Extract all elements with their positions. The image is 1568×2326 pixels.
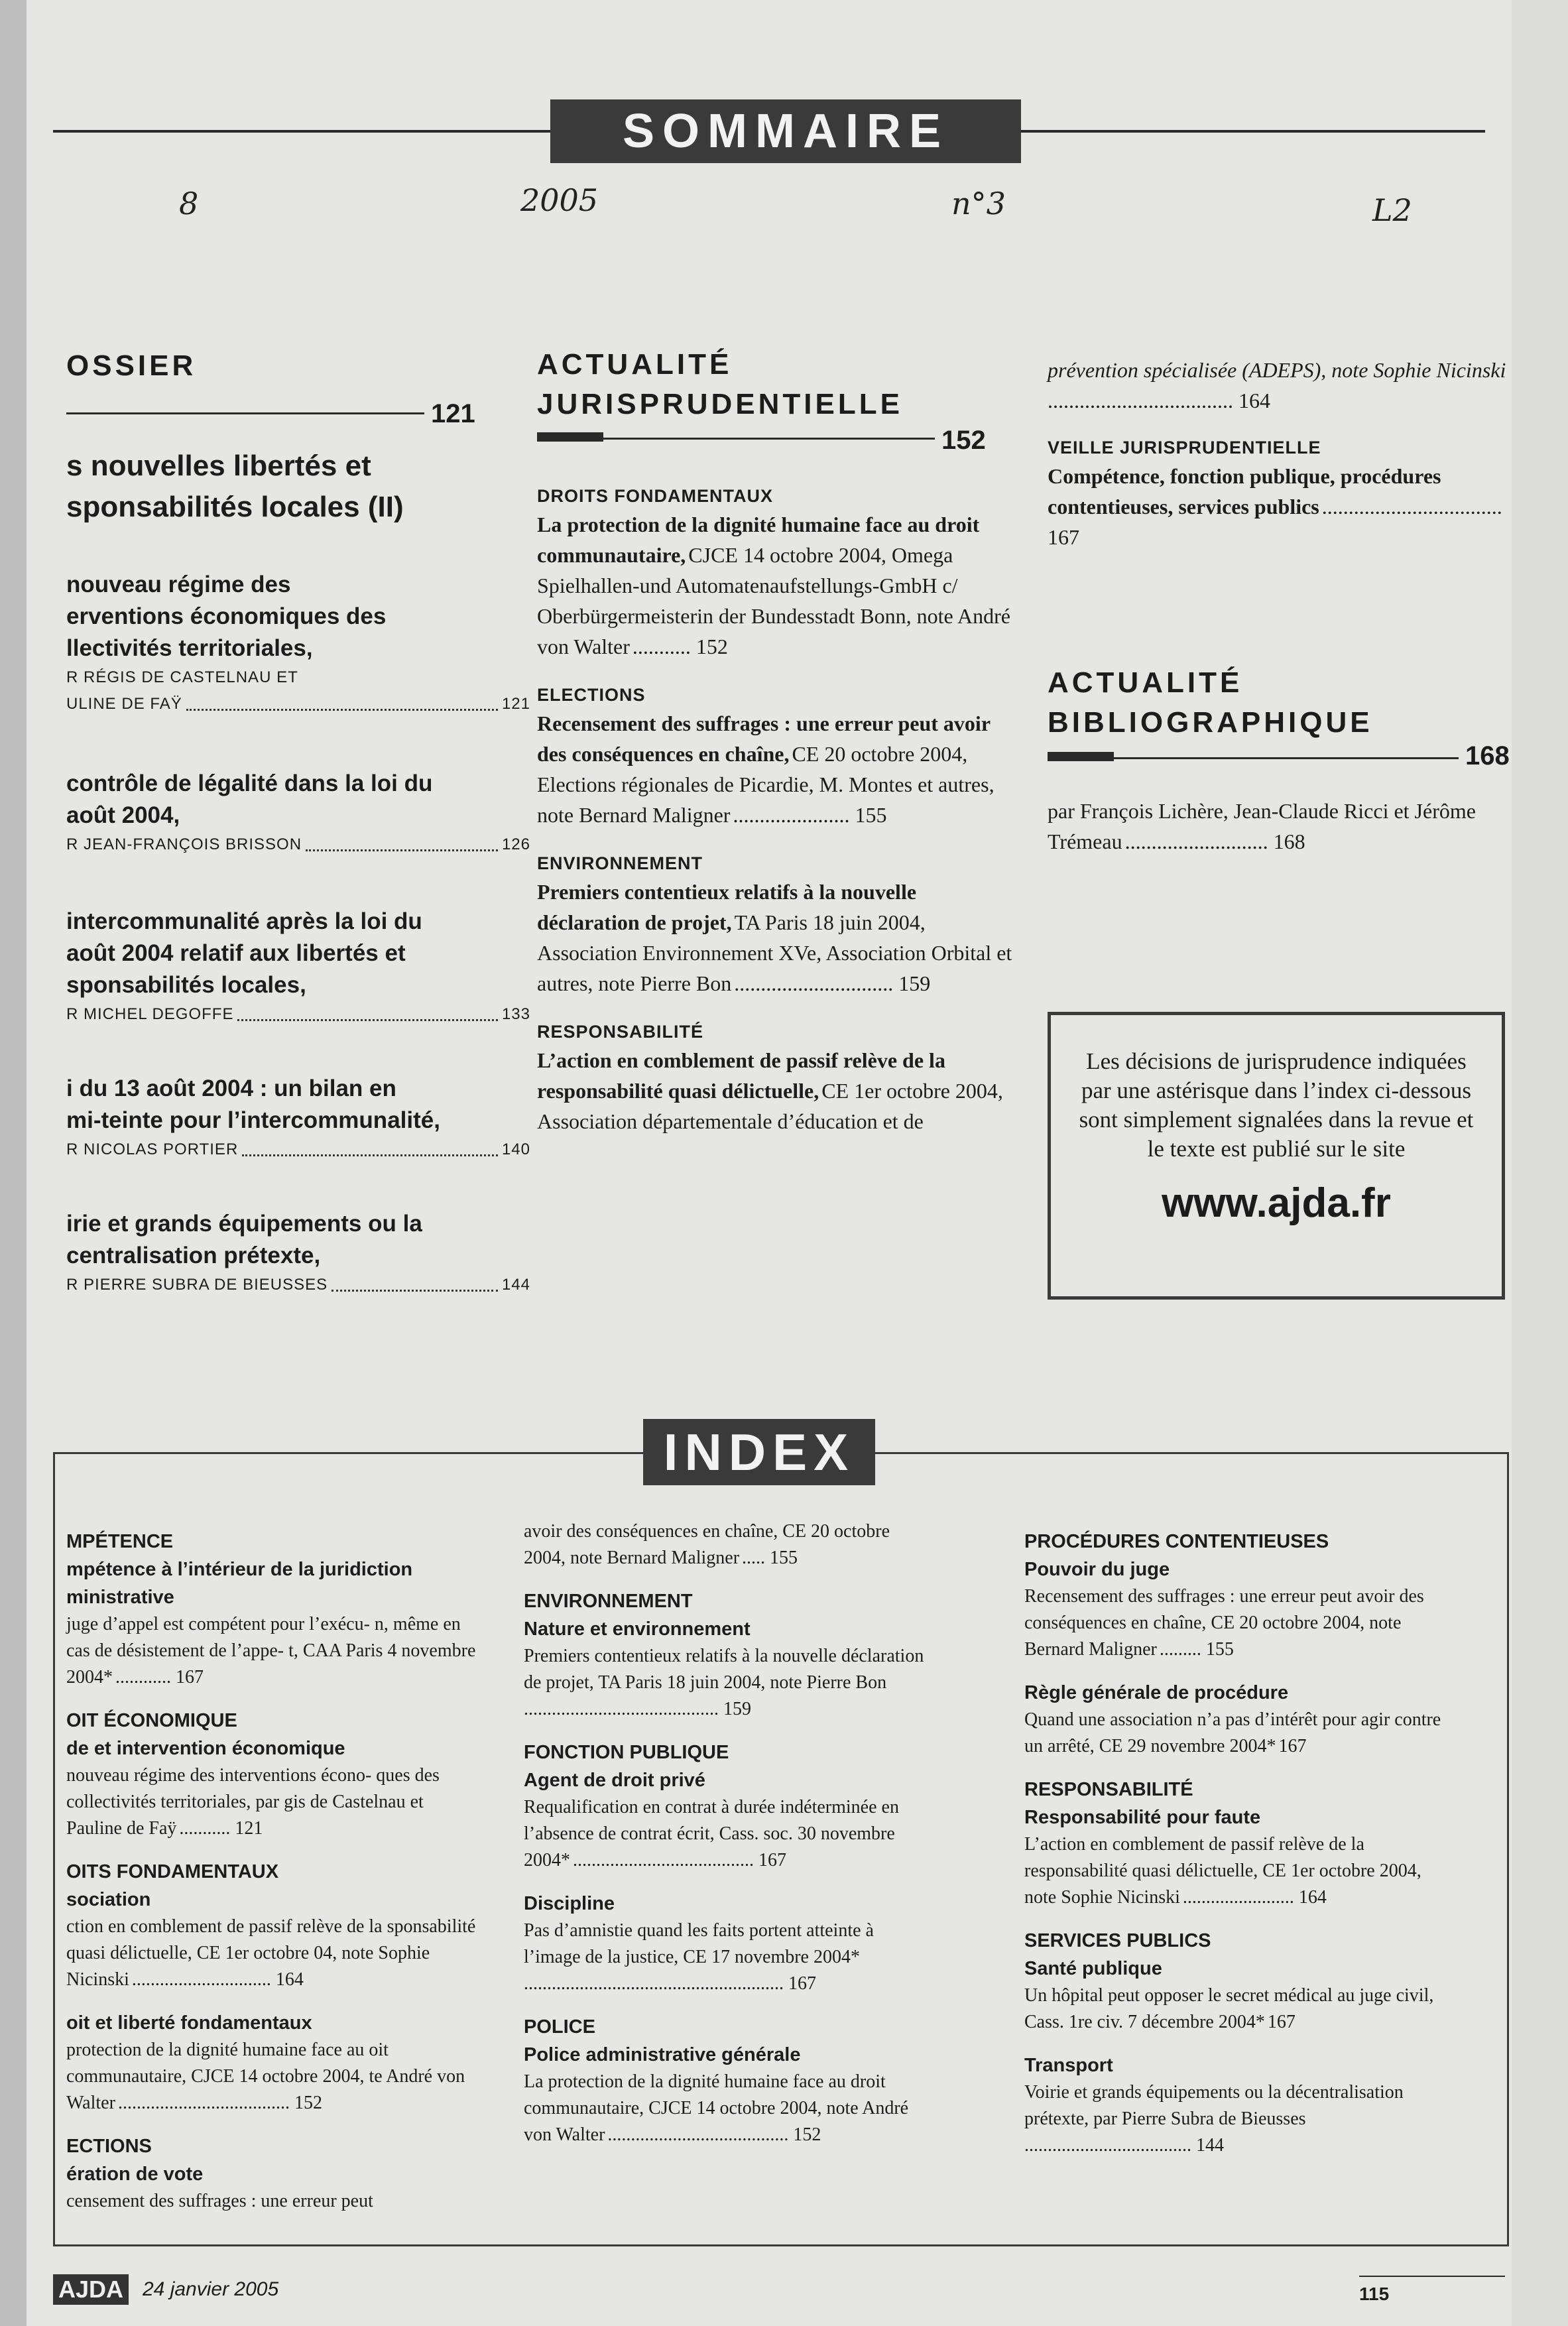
juris-entry-title: Recensement des suffrages : une erreur peut avoir des conséquences en chaîne, <box>537 711 991 766</box>
dossier-item-title: centralisation prétexte, <box>66 1243 321 1268</box>
index-text: Recensement des suffrages : une erreur peut avoir des conséquences en chaîne, CE 20 octobre 2004, note Bernard Maligner <box>1024 1586 1424 1660</box>
dossier-item-page: 133 <box>501 1005 530 1023</box>
juris-continued-text: prévention spécialisée (ADEPS), note Sophie Nicinski <box>1048 358 1506 382</box>
index-subcategory: ération de vote <box>66 2164 204 2185</box>
dossier-item-author-text: R MICHEL DEGOFFE <box>66 1005 234 1023</box>
juris-entry-category: ENVIRONNEMENT <box>537 853 703 873</box>
dossier-item-author-text: ULINE DE FAŸ <box>66 695 182 713</box>
notice-box <box>1048 1012 1505 1300</box>
leader-dots: .............................. <box>131 1969 276 1990</box>
index-category: MPÉTENCE <box>66 1531 174 1552</box>
biblio-heading-line-1: ACTUALITÉ <box>1048 666 1243 699</box>
index-entry[interactable] <box>1024 2051 1449 2159</box>
index-page: 167 <box>788 1973 816 1994</box>
leader-dots: ....................................... <box>607 2124 794 2145</box>
dossier-item-title: erventions économiques des <box>66 603 387 629</box>
index-page: 121 <box>235 1818 263 1839</box>
index-page: 167 <box>758 1850 786 1870</box>
dossier-item[interactable] <box>66 1073 530 1163</box>
juris-entry-page: 152 <box>695 635 728 658</box>
binding-edge <box>0 0 27 2326</box>
dossier-item-title: irie et grands équipements ou la <box>66 1211 422 1237</box>
dossier-item-author <box>66 1001 530 1028</box>
juris-entries <box>537 483 1014 1156</box>
index-page: 144 <box>1196 2135 1224 2156</box>
leader-dots: .................................... <box>1024 2135 1196 2156</box>
leader-dots: ............ <box>115 1667 176 1687</box>
handwritten-number: 8 <box>179 186 199 221</box>
biblio-rule <box>1114 757 1459 759</box>
juris-page: 152 <box>941 426 986 455</box>
index-text: nouveau régime des interventions écono- ques des collectivités territoriales, par gis de Castelnau et Pauline de Faÿ <box>66 1765 440 1839</box>
biblio-text-page: 168 <box>1273 829 1305 853</box>
index-entry[interactable] <box>524 1518 935 1571</box>
juris-heading-line-1: ACTUALITÉ <box>537 348 733 381</box>
dossier-item-title: mi-teinte pour l’intercommunalité, <box>66 1107 440 1133</box>
dossier-item-author-text: R RÉGIS DE CASTELNAU ET <box>66 668 298 686</box>
index-entry[interactable] <box>1024 1776 1449 1911</box>
dossier-item[interactable] <box>66 906 530 1028</box>
dossier-title-line-1: s nouvelles libertés et <box>66 450 371 482</box>
index-column-1 <box>66 1512 477 2215</box>
index-category: RESPONSABILITÉ <box>1024 1779 1193 1800</box>
index-text: Premiers contentieux relatifs à la nouvelle déclaration de projet, TA Paris 18 juin 2004, note Pierre Bon <box>524 1646 924 1693</box>
index-text: La protection de la dignité humaine face au droit communautaire, CJCE 14 octobre 2004, note André von Walter <box>524 2071 909 2145</box>
dossier-item-author-text: R NICOLAS PORTIER <box>66 1140 239 1158</box>
index-entry[interactable] <box>1024 1927 1449 2036</box>
index-page: 155 <box>770 1548 798 1568</box>
index-text: ction en comblement de passif relève de la sponsabilité quasi délictuelle, CE 1er octobre 04, note Sophie Nicinski <box>66 1916 476 1990</box>
juris-heading-line-2: JURISPRUDENTIELLE <box>537 388 903 420</box>
index-page: 152 <box>793 2124 821 2145</box>
dossier-item[interactable] <box>66 768 530 858</box>
biblio-heading <box>1048 663 1373 743</box>
dossier-item-title: août 2004, <box>66 802 180 828</box>
dossier-item-page: 144 <box>501 1276 530 1294</box>
dossier-item-title: nouveau régime des <box>66 572 291 597</box>
issue-date: 24 janvier 2005 <box>143 2278 279 2300</box>
dossier-item-title: contrôle de légalité dans la loi du <box>66 770 433 796</box>
index-column-3 <box>1024 1512 1449 2159</box>
dossier-item-title: sponsabilités locales, <box>66 972 306 998</box>
handwritten-code: L2 <box>1372 192 1412 228</box>
handwritten-year: 2005 <box>520 182 599 218</box>
index-entry[interactable] <box>66 1528 477 1691</box>
leader-dots: .................................. <box>1321 495 1502 519</box>
index-text: Voirie et grands équipements ou la décentralisation prétexte, par Pierre Subra de Bieusses <box>1024 2082 1404 2129</box>
index-text: juge d’appel est compétent pour l’exécu- n, même en cas de désistement de l’appe- t, CAA Paris 4 novembre 2004* <box>66 1614 476 1687</box>
index-subcategory: Santé publique <box>1024 1958 1162 1979</box>
index-subcategory: Transport <box>1024 2055 1113 2076</box>
index-page: 167 <box>1278 1736 1307 1756</box>
leader-dots <box>332 1272 498 1292</box>
dossier-item-title: intercommunalité après la loi du <box>66 908 422 934</box>
index-entry[interactable] <box>66 1707 477 1842</box>
right-column <box>1048 355 1525 552</box>
juris-continued[interactable] <box>1048 355 1525 416</box>
index-entry[interactable] <box>66 2132 477 2215</box>
leader-dots <box>186 691 498 711</box>
juris-continued-page: 164 <box>1238 389 1270 412</box>
leader-dots <box>242 1136 498 1156</box>
index-column-2 <box>524 1518 935 2148</box>
journal-logo: AJDA <box>53 2274 129 2305</box>
index-subcategory: Règle générale de procédure <box>1024 1682 1289 1703</box>
juris-entry-page: 155 <box>855 803 887 827</box>
leader-dots: ...................... <box>733 803 855 827</box>
leader-dots <box>237 1001 497 1021</box>
juris-rule-block <box>537 432 603 442</box>
index-subcategory: Responsabilité pour faute <box>1024 1807 1261 1828</box>
leader-dots <box>306 831 498 851</box>
dossier-item-title: août 2004 relatif aux libertés et <box>66 940 406 966</box>
juris-entry[interactable] <box>537 850 1014 999</box>
index-page: 164 <box>275 1969 304 1990</box>
juris-entry[interactable] <box>537 483 1014 662</box>
dossier-item-author <box>66 1136 530 1163</box>
index-category: OITS FONDAMENTAUX <box>66 1861 279 1882</box>
index-category: SERVICES PUBLICS <box>1024 1930 1211 1951</box>
index-subcategory: sociation <box>66 1889 151 1910</box>
veille-category: VEILLE JURISPRUDENTIELLE <box>1048 438 1321 458</box>
juris-entry-category: ELECTIONS <box>537 685 646 705</box>
dossier-rule <box>66 412 424 414</box>
index-entry[interactable] <box>66 1858 477 1993</box>
biblio-page: 168 <box>1465 741 1510 770</box>
masthead-rule-right <box>1021 130 1485 133</box>
index-category: OIT ÉCONOMIQUE <box>66 1710 237 1731</box>
dossier-heading: OSSIER <box>66 349 197 382</box>
juris-entry-page: 159 <box>898 971 931 995</box>
veille-title: Compétence, fonction publique, procédures contentieuses, services publics <box>1048 464 1441 519</box>
juris-entry-text: TA Paris 18 juin 2004, Association Environnement XVe, Association Orbital et autres, note Pierre Bon <box>537 910 1012 995</box>
notice-text: Les décisions de jurisprudence indiquées par une astérisque dans l’index ci-dessous sont simplement signalées dans la revue et le texte est publié sur le site <box>1079 1048 1474 1162</box>
masthead-rule-left <box>53 130 577 133</box>
juris-heading <box>537 345 903 424</box>
biblio-heading-line-2: BIBLIOGRAPHIQUE <box>1048 706 1373 739</box>
index-page: 152 <box>294 2093 322 2113</box>
index-page: 155 <box>1205 1639 1234 1660</box>
leader-dots: ........................ <box>1182 1887 1299 1908</box>
index-text: protection de la dignité humaine face au oit communautaire, CJCE 14 octobre 2004, te André von Walter <box>66 2040 465 2113</box>
leader-dots: ..................................... <box>117 2093 294 2113</box>
juris-entry-title: L’action en comblement de passif relève de la responsabilité quasi délictuelle, <box>537 1048 945 1103</box>
index-category: ECTIONS <box>66 2136 152 2157</box>
index-subcategory: Pouvoir du juge <box>1024 1559 1170 1580</box>
dossier-item-page: 126 <box>501 835 530 853</box>
leader-dots: ....................................... <box>573 1850 758 1870</box>
dossier-item[interactable] <box>66 1208 530 1298</box>
leader-dots: .............................. <box>734 971 899 995</box>
index-text: Quand une association n’a pas d’intérêt pour agir contre un arrêté, CE 29 novembre 2004* <box>1024 1709 1441 1756</box>
dossier-page: 121 <box>431 399 475 428</box>
biblio-entry[interactable] <box>1048 796 1512 857</box>
biblio-text: par François Lichère, Jean-Claude Ricci et Jérôme Trémeau <box>1048 799 1476 853</box>
dossier-item-page: 121 <box>501 695 530 713</box>
juris-entry-title: La protection de la dignité humaine face au droit communautaire, <box>537 513 980 567</box>
index-title: INDEX <box>643 1419 875 1485</box>
dossier-item-author-text: R JEAN-FRANÇOIS BRISSON <box>66 835 302 853</box>
masthead-title: SOMMAIRE <box>550 99 1021 163</box>
leader-dots: ........... <box>632 635 696 658</box>
dossier-title <box>66 446 544 528</box>
index-page: 159 <box>723 1699 751 1719</box>
index-subcategory: Agent de droit privé <box>524 1770 705 1791</box>
index-entry[interactable] <box>524 2013 935 2148</box>
leader-dots: ..... <box>742 1548 770 1568</box>
juris-entry-text: CE 20 octobre 2004, Elections régionales de Picardie, M. Montes et autres, note Bernard Maligner <box>537 742 995 827</box>
dossier-item-author <box>66 691 530 717</box>
index-page: 167 <box>176 1667 204 1687</box>
juris-entry-title: Premiers contentieux relatifs à la nouvelle déclaration de projet, <box>537 880 917 934</box>
dossier-item-author <box>66 831 530 858</box>
dossier-item-page: 140 <box>501 1140 530 1158</box>
dossier-item-author <box>66 664 530 691</box>
dossier-item-author-text: R PIERRE SUBRA DE BIEUSSES <box>66 1276 328 1294</box>
index-subcategory: Nature et environnement <box>524 1619 751 1640</box>
index-text: Requalification en contrat à durée indéterminée en l’absence de contrat écrit, Cass. soc. 30 novembre 2004* <box>524 1797 899 1870</box>
index-subcategory: Discipline <box>524 1893 615 1914</box>
index-category: ENVIRONNEMENT <box>524 1591 693 1612</box>
site-link[interactable]: www.ajda.fr <box>1162 1180 1391 1226</box>
leader-dots: ................................... <box>1048 389 1238 412</box>
index-entry[interactable] <box>66 2009 477 2116</box>
index-entry[interactable] <box>524 1739 935 1874</box>
dossier-title-line-2: sponsabilités locales (II) <box>66 491 404 523</box>
veille-entry[interactable] <box>1048 434 1525 552</box>
handwritten-issue: n°3 <box>951 186 1006 221</box>
leader-dots: ......... <box>1159 1639 1206 1660</box>
footer-rule <box>1359 2276 1505 2277</box>
index-subcategory: oit et liberté fondamentaux <box>66 2012 312 2034</box>
index-category: POLICE <box>524 2016 595 2038</box>
index-text: L’action en comblement de passif relève de la responsabilité quasi délictuelle, CE 1er octobre 2004, note Sophie Nicinski <box>1024 1834 1421 1908</box>
index-category: PROCÉDURES CONTENTIEUSES <box>1024 1531 1329 1552</box>
juris-entry-text: CE 1er octobre 2004, Association départementale d’éducation et de <box>537 1079 1003 1133</box>
index-subcategory: de et intervention économique <box>66 1738 345 1759</box>
index-entry[interactable] <box>524 1587 935 1723</box>
index-text: censement des suffrages : une erreur peut <box>66 2191 373 2211</box>
juris-entry-category: DROITS FONDAMENTAUX <box>537 486 773 506</box>
leader-dots: ........................................................ <box>524 1973 788 1994</box>
dossier-item-title: i du 13 août 2004 : un bilan en <box>66 1075 396 1101</box>
index-text: Pas d’amnistie quand les faits portent atteinte à l’image de la justice, CE 17 novembre 2004* <box>524 1920 874 1967</box>
index-page: 164 <box>1298 1887 1327 1908</box>
juris-entry[interactable] <box>537 682 1014 830</box>
veille-page: 167 <box>1048 525 1079 549</box>
index-entry[interactable] <box>524 1890 935 1997</box>
biblio-rule-block <box>1048 752 1114 761</box>
index-text: Un hôpital peut opposer le secret médical au juge civil, Cass. 1re civ. 7 décembre 2004* <box>1024 1985 1434 2032</box>
dossier-item-title: llectivités territoriales, <box>66 635 313 661</box>
index-entry[interactable] <box>1024 1528 1449 1663</box>
juris-rule <box>603 438 935 440</box>
index-entry[interactable] <box>1024 1679 1449 1760</box>
page-number: 115 <box>1359 2284 1390 2304</box>
dossier-item[interactable] <box>66 569 530 717</box>
index-category: FONCTION PUBLIQUE <box>524 1742 729 1763</box>
leader-dots: .......................................... <box>524 1699 723 1719</box>
index-page: 167 <box>1267 2012 1296 2032</box>
magazine-page <box>27 0 1512 2326</box>
index-subcategory: Police administrative générale <box>524 2044 801 2065</box>
index-subcategory: mpétence à l’intérieur de la juridiction ministrative <box>66 1559 413 1608</box>
juris-entry-category: RESPONSABILITÉ <box>537 1022 704 1042</box>
index-text: avoir des conséquences en chaîne, CE 20 octobre 2004, note Bernard Maligner <box>524 1521 890 1568</box>
juris-entry-text: CJCE 14 octobre 2004, Omega Spielhallen-und Automatenaufstellungs-GmbH c/ Oberbürgermeisterin der Bundesstadt Bonn, note André von Walter <box>537 543 1010 658</box>
juris-entry[interactable] <box>537 1018 1014 1136</box>
leader-dots: ........................... <box>1124 829 1274 853</box>
leader-dots: ........... <box>179 1818 235 1839</box>
dossier-item-author <box>66 1272 530 1298</box>
